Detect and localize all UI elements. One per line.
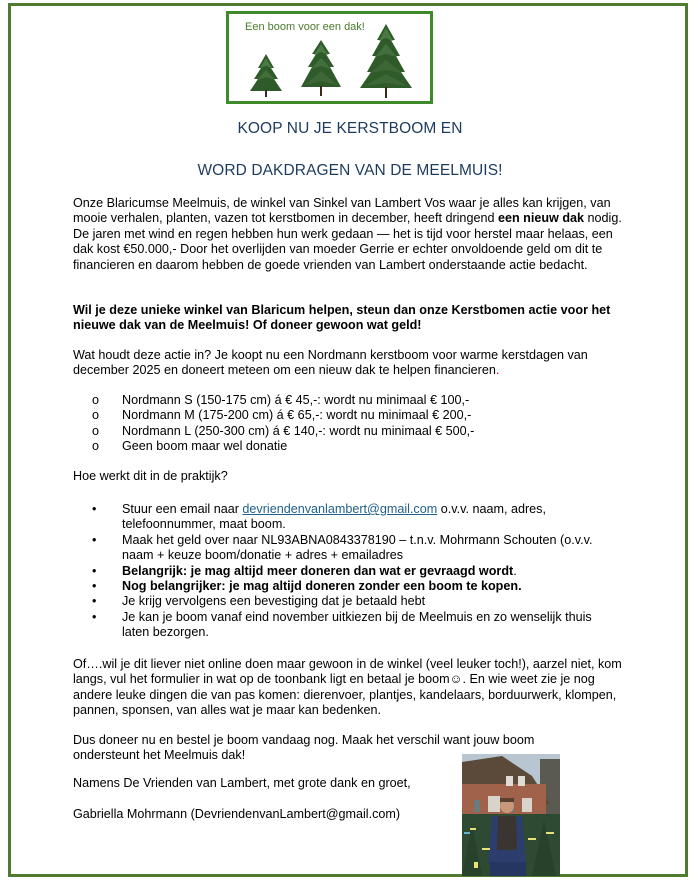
bullet-icon: •	[92, 609, 97, 624]
list-item	[92, 533, 612, 564]
list-item	[92, 579, 612, 594]
intro-text-1: Onze Blaricumse Meelmuis, de winkel van Sinkel van Lambert Vos waar je alles kan krijgen, van mooie verhalen, planten, vazen tot kerstbomen in december, heeft dringend	[73, 196, 611, 226]
circle-bullet-icon: o	[92, 423, 100, 438]
list-item	[92, 439, 592, 454]
small-tree-icon	[249, 54, 283, 98]
medium-tree-icon	[299, 40, 343, 98]
explanation-text: Wat houdt deze actie in? Je koopt nu een Nordmann kerstboom voor warme kerstdagen van december 2025 en doneert meteen om een nieuw dak te helpen financieren	[73, 348, 588, 378]
greeting-text: Namens De Vrienden van Lambert, met grote dank en groet,	[73, 776, 411, 790]
step-text: Maak het geld over naar NL93ABNA0843378190 – t.n.v. Mohrmann Schouten (o.v.v. naam + keuze boom/donatie + adres + emailadres	[122, 532, 593, 563]
signature	[73, 807, 453, 822]
step-text: .	[513, 563, 517, 578]
list-item	[92, 594, 612, 609]
greeting	[73, 776, 453, 791]
circle-bullet-icon: o	[92, 439, 100, 454]
step-text: Stuur een email naar	[122, 502, 243, 516]
call-to-action-text: Wil je deze unieke winkel van Blaricum helpen, steun dan onze Kerstbomen actie voor het nieuwe dak van de Meelmuis! Of doneer gewoon wat geld!	[73, 303, 611, 333]
bullet-icon: •	[92, 502, 97, 516]
bullet-icon: •	[92, 594, 97, 609]
how-heading-text: Hoe werkt dit in de praktijk?	[73, 469, 228, 483]
bullet-icon: •	[92, 532, 97, 547]
intro-text-2: nodig. De jaren met wind en regen hebben hun werk gedaan — het is tijd voor herstel maar helaas, een dak kost €50.000,- Door het overlijden van moeder Gerrie er echter onvoldoende geld om dit te financieren en daarom hebben de goede vrienden van Lambert onderstaande actie bedacht.	[73, 211, 622, 272]
shop-paragraph	[73, 657, 633, 719]
step-text: Je krijg vervolgens een bevestiging dat je betaald hebt	[122, 594, 426, 609]
intro-bold: een nieuw dak	[497, 211, 585, 226]
title-line-1: KOOP NU JE KERSTBOOM EN	[237, 120, 463, 137]
email-link[interactable]: devriendenvanlambert@gmail.com	[242, 502, 438, 516]
intro-paragraph	[73, 196, 633, 273]
step-text-bold: Belangrijk: je mag altijd meer doneren dan wat er gevraagd wordt	[122, 563, 514, 578]
large-tree-icon	[359, 24, 413, 100]
steps-list	[92, 502, 612, 641]
list-item	[92, 424, 592, 439]
banner-text: Een boom voor een dak!	[245, 21, 365, 33]
option-text: Nordmann S (150-175 cm) á € 45,-: wordt nu minimaal € 100,-	[122, 393, 470, 407]
list-item	[92, 393, 592, 408]
step-text: Je kan je boom vanaf eind november uitkiezen bij de Meelmuis en zo wenselijk thuis laten bezorgen.	[122, 609, 592, 640]
call-to-action	[73, 303, 633, 334]
step-text: o.v.v. naam, adres, telefoonnummer, maat boom.	[122, 502, 546, 532]
closing-text: Dus doneer nu en bestel je boom vandaag nog. Maak het verschil want jouw boom ondersteunt het Meelmuis dak!	[73, 733, 535, 763]
explanation-period: .	[495, 363, 500, 378]
list-item	[92, 610, 612, 641]
list-item	[92, 502, 612, 533]
bullet-icon: •	[92, 579, 97, 594]
tree-options-list	[92, 393, 592, 455]
option-text: Nordmann M (175-200 cm) á € 65,-: wordt nu minimaal € 200,-	[122, 408, 472, 423]
circle-bullet-icon: o	[92, 393, 100, 407]
option-text: Geen boom maar wel donatie	[122, 439, 288, 454]
title-line-2: WORD DAKDRAGEN VAN DE MEELMUIS!	[197, 162, 503, 179]
option-text: Nordmann L (250-300 cm) á € 140,-: wordt nu minimaal € 500,-	[122, 423, 475, 438]
step-text-bold: Nog belangrijker: je mag altijd doneren zonder een boom te kopen.	[122, 579, 522, 594]
circle-bullet-icon: o	[92, 408, 100, 423]
banner	[226, 11, 433, 104]
signature-text: Gabriella Mohrmann (DevriendenvanLambert@gmail.com)	[73, 807, 401, 821]
shop-text: Of….wil je dit liever niet online doen maar gewoon in de winkel (veel leuker toch!), aarzel niet, kom langs, vul het formulier in wat op de toonbank ligt en betaal je boom☺. En wie weet zie je nog andere leuke dingen die van pas komen: dierenvoer, plantjes, kandelaars, borduurwerk, klompen, pannen, sponsen, van alles wat je maar kan bedenken.	[73, 657, 622, 718]
explanation-paragraph	[73, 348, 633, 379]
list-item	[92, 564, 612, 579]
how-heading	[73, 469, 633, 484]
photo-lambert	[462, 754, 560, 876]
bullet-icon: •	[92, 563, 97, 578]
list-item	[92, 408, 592, 423]
photo-image	[462, 754, 560, 876]
